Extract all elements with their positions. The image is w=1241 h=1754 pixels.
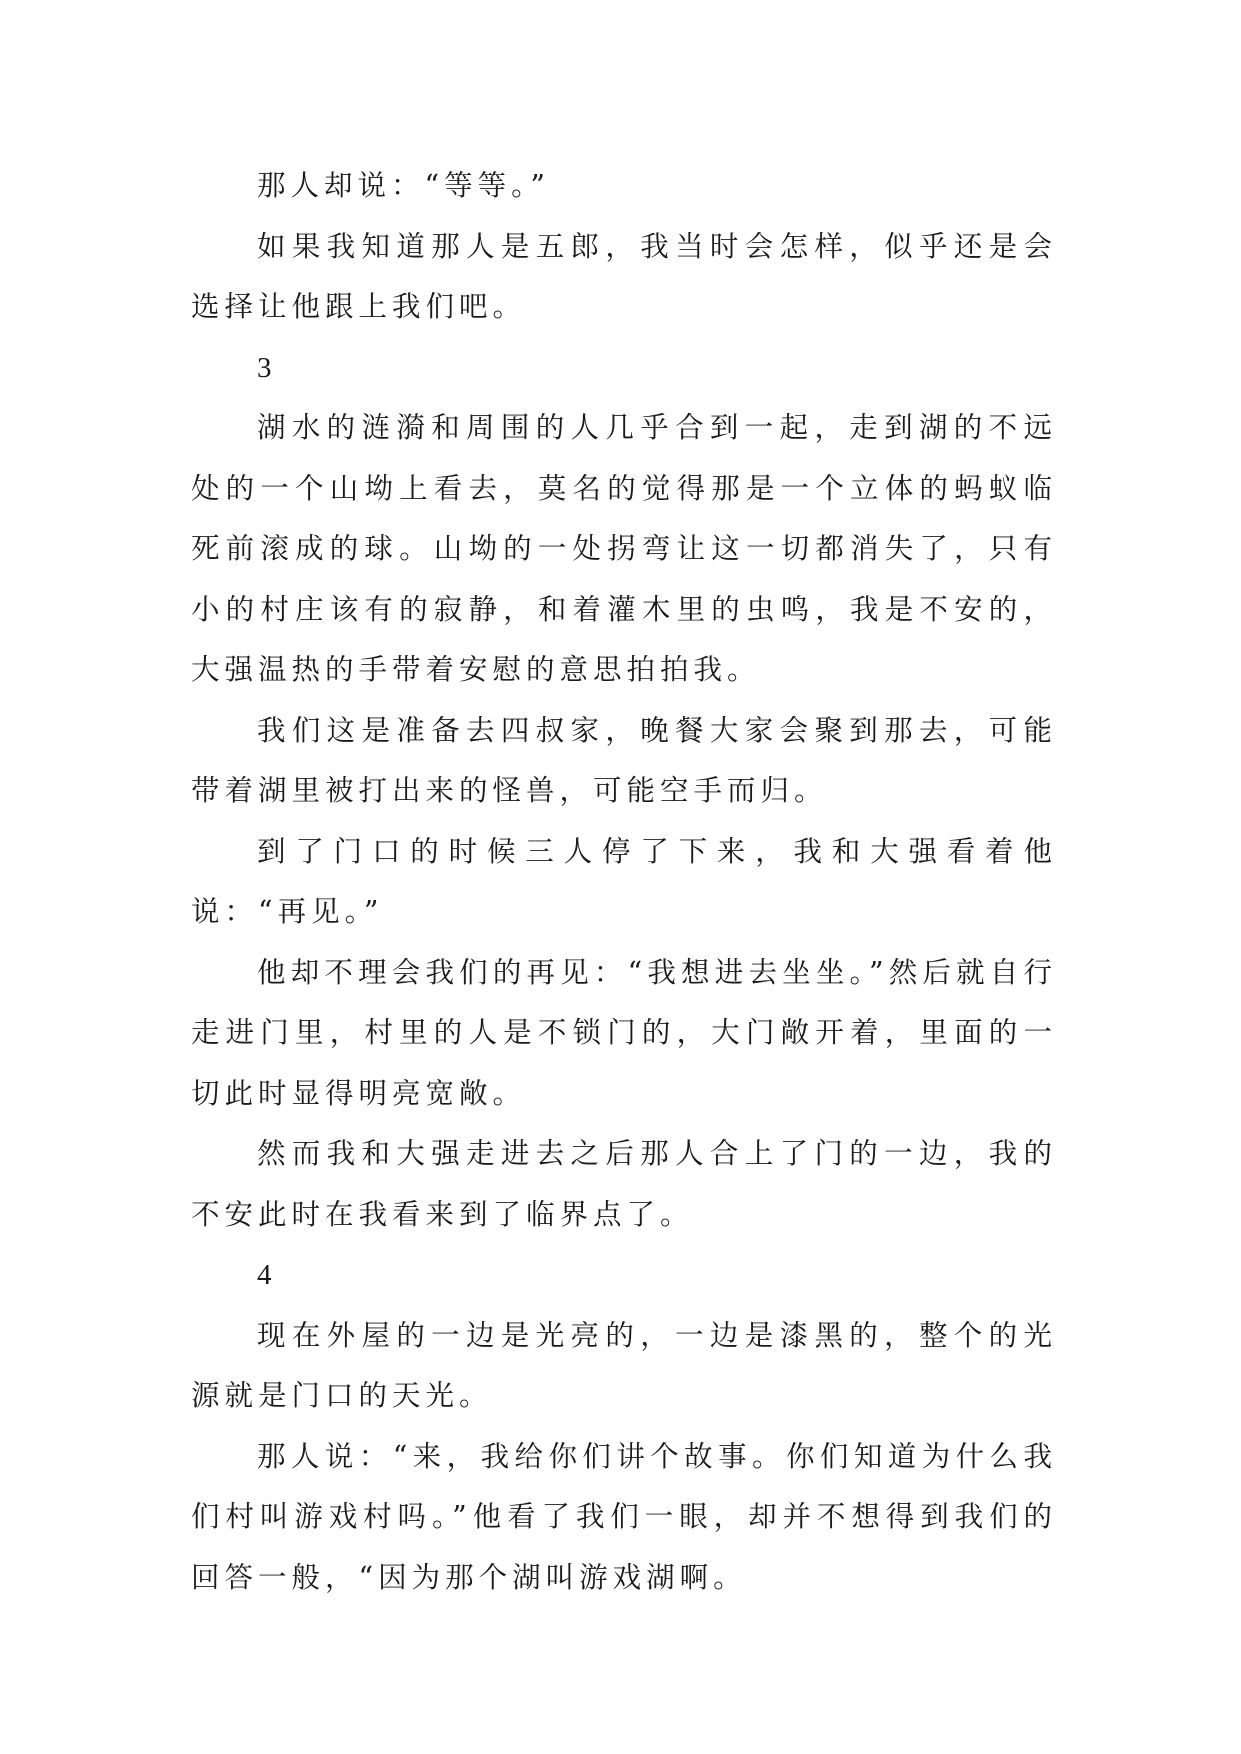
paragraph: 然而我和大强走进去之后那人合上了门的一边，我的不安此时在我看来到了临界点了。 [191, 1137, 1057, 1231]
paragraph: 我们这是准备去四叔家，晚餐大家会聚到那去，可能带着湖里被打出来的怪兽，可能空手而归。 [191, 713, 1057, 807]
paragraph: 那人却说：“等等。” [257, 169, 550, 202]
paragraph: 他却不理会我们的再见：“我想进去坐坐。”然后就自行走进门里，村里的人是不锁门的，大门敞开着，里面的一切此时显得明亮宽敞。 [191, 955, 1057, 1110]
paragraph: 那人说：“来，我给你们讲个故事。你们知道为什么我们村叫游戏村吗。”他看了我们一眼，却并不想得到我们的回答一般，“因为那个湖叫游戏湖啊。 [191, 1439, 1057, 1594]
story-text [191, 156, 1057, 1608]
paragraph: 如果我知道那人是五郎，我当时会怎样，似乎还是会选择让他跟上我们吧。 [191, 229, 1057, 323]
paragraph: 湖水的涟漪和周围的人几乎合到一起，走到湖的不远处的一个山坳上看去，莫名的觉得那是一个立体的蚂蚁临死前滚成的球。山坳的一处拐弯让这一切都消失了，只有小的村庄该有的寂静，和着灌木里的虫鸣，我是不安的，大强温热的手带着安慰的意思拍拍我。 [191, 411, 1057, 686]
paragraph: 现在外屋的一边是光亮的，一边是漆黑的，整个的光源就是门口的天光。 [191, 1318, 1057, 1412]
section-number: 4 [257, 1259, 272, 1291]
paragraph: 到了门口的时候三人停了下来，我和大强看着他说：“再见。” [191, 834, 1057, 928]
section-number: 3 [257, 351, 272, 384]
